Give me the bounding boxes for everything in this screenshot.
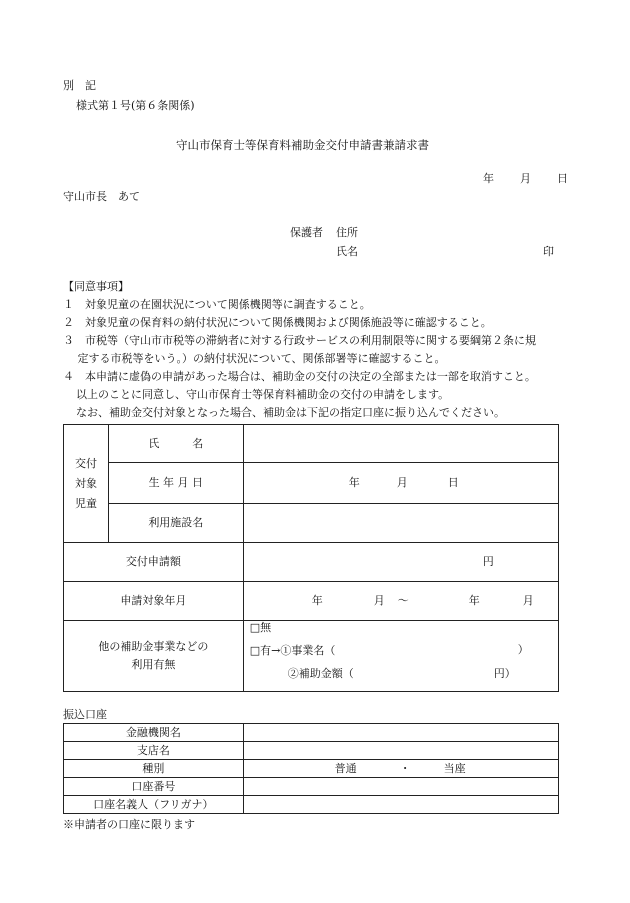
date-day-label: 日 [557,172,568,185]
dob-month-label: 月 [396,476,408,489]
option-yes-checkbox[interactable]: □有→①事業名（ [249,644,336,657]
consent-agree: 以上のことに同意し、守山市保育士等保育料補助金の交付の申請をします。 [76,388,450,401]
other-subsidy-label: 他の補助金事業などの 利用有無 [64,621,244,692]
consent-item-2: ２ 対象児童の保育料の納付状況について関係機関および関係施設等に確認すること。 [63,316,492,329]
application-table [63,424,559,692]
option-none-checkbox[interactable]: □無 [249,621,272,634]
consent-item-3-cont: 定する市税等をいう。）の納付状況について、関係部署等に確認すること。 [63,352,446,365]
dob-field[interactable] [243,463,558,504]
addressee: 守山市長 あて [63,190,140,203]
option-amount-close: 円） [493,667,516,680]
amount-field[interactable] [243,543,558,582]
amount-label: 交付申請額 [64,543,244,582]
date-month-label: 月 [520,172,531,185]
bank-table [63,723,559,814]
seal-label: 印 [543,245,554,258]
facility-field[interactable] [243,504,558,543]
branch-field[interactable] [243,742,558,760]
bank-name-field[interactable] [243,724,558,742]
type-toza[interactable]: 当座 [443,761,466,775]
guardian-label: 保護者 [290,226,323,239]
bank-heading: 振込口座 [63,708,107,721]
period-label: 申請対象年月 [64,582,244,621]
child-name-field[interactable] [243,425,558,463]
facility-label: 利用施設名 [108,504,243,543]
account-number-field[interactable] [243,778,558,796]
form-number: 様式第１号(第６条関係) [76,99,195,112]
bank-name-label: 金融機関名 [64,724,244,742]
consent-item-3: ３ 市税等（守山市市税等の滞納者に対する行政サービスの利用制限等に関する要綱第２条に規 [63,334,536,347]
period-month-end: 月 [522,594,534,607]
option-amount-label: ②補助金額（ [287,667,354,680]
name-label: 氏名 [336,245,358,258]
dob-year-label: 年 [348,476,360,489]
amount-unit: 円 [482,555,494,568]
dob-day-label: 日 [447,476,459,489]
consent-heading: 【同意事項】 [63,280,129,293]
child-name-label: 氏 名 [108,425,243,463]
page-title: 守山市保育士等保育料補助金交付申請書兼請求書 [176,138,429,152]
dob-label: 生 年 月 日 [108,463,243,504]
type-separator: ・ [399,761,411,775]
account-holder-label: 口座名義人（フリガナ） [64,796,244,814]
consent-notice: なお、補助金交付対象となった場合、補助金は下記の指定口座に振り込んでください。 [76,406,505,419]
period-year-end: 年 [468,594,480,607]
other-subsidy-field [243,621,558,692]
address-label: 住所 [336,226,358,239]
date-year-label: 年 [483,172,494,185]
consent-item-1: １ 対象児童の在園状況について関係機関等に調査すること。 [63,298,371,311]
bekki-label: 別 記 [63,79,96,92]
account-holder-field[interactable] [243,796,558,814]
period-month-start: 月 [373,594,385,607]
type-futsu[interactable]: 普通 [334,761,357,775]
option-yes-close: ） [517,643,529,656]
bank-footnote: ※申請者の口座に限ります [63,818,195,831]
account-number-label: 口座番号 [64,778,244,796]
child-group-label: 交付 対象 児童 [64,425,109,543]
account-type-field [243,760,558,778]
branch-label: 支店名 [64,742,244,760]
account-type-label: 種別 [64,760,244,778]
period-tilde: ～ [397,594,409,607]
consent-item-4: ４ 本申請に虚偽の申請があった場合は、補助金の交付の決定の全部または一部を取消すこと。 [63,370,536,383]
period-year-start: 年 [311,594,323,607]
period-field[interactable] [243,582,558,621]
